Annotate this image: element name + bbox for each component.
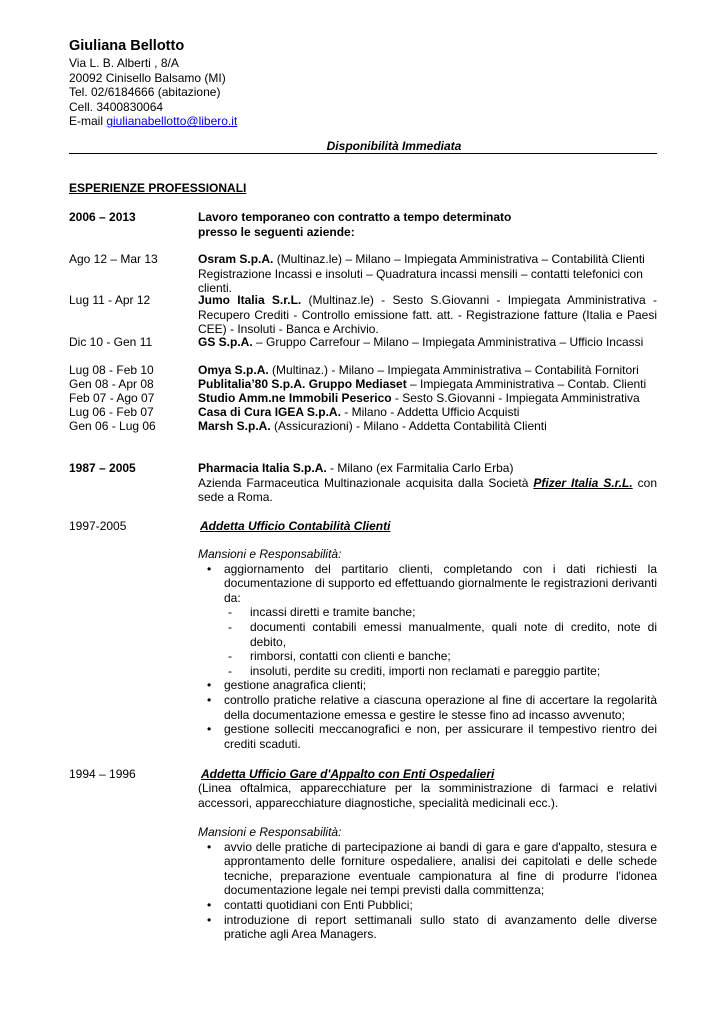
pharmacia-acquired: Azienda Farmaceutica Multinazionale acquisita dalla Società (198, 475, 534, 490)
job-date: Lug 06 - Feb 07 (69, 405, 154, 419)
role-date: 1994 – 1996 (69, 767, 136, 781)
list-item: - documenti contabili emessi manualmente, quali note di credito, note di debito, (224, 620, 657, 649)
duties-list (198, 840, 657, 942)
job-desc (198, 252, 657, 296)
job-company: Jumo Italia S.r.L. (198, 293, 302, 307)
sub-list (224, 605, 657, 678)
job-desc (198, 363, 657, 378)
role-title-wrap (201, 767, 660, 782)
job-details: (Multinaz.) - Milano – Impiegata Amministrativa – Contabilità Fornitori (268, 363, 639, 377)
list-item: • gestione solleciti meccanografici e non, per assicurare il tempestivo rientro dei crediti scaduti. (198, 722, 657, 751)
job-date: Gen 06 - Lug 06 (69, 419, 156, 433)
pharmacia-desc (198, 461, 657, 505)
job-company: Osram S.p.A. (198, 252, 274, 266)
section-title: ESPERIENZE PROFESSIONALI (69, 181, 247, 195)
duties-heading: Mansioni e Responsabilità: (198, 825, 342, 839)
temp-work-line1: Lavoro temporaneo con contratto a tempo determinato (198, 210, 512, 224)
pharmacia-line2 (198, 476, 657, 505)
pharmacia-seat: con sede a Roma. (198, 475, 658, 505)
job-desc (198, 419, 657, 434)
pharmacia-date: 1987 – 2005 (69, 461, 136, 475)
role-title: Addetta Ufficio Contabilità Clienti (200, 519, 391, 533)
job-date: Lug 08 - Feb 10 (69, 363, 154, 377)
list-item: - incassi diretti e tramite banche; (224, 605, 657, 620)
pharmacia-location: - Milano (ex Farmitalia Carlo Erba) (326, 461, 514, 475)
pharmacia-company: Pharmacia Italia S.p.A. (198, 461, 327, 475)
role2-description: (Linea oftalmica, apparecchiature per la somministrazione di farmaci e relativi accessori, apparecchiature diagnostiche, specialità medicinali ecc.). (198, 781, 657, 810)
job-details: - Milano - Addetta Ufficio Acquisti (340, 405, 520, 419)
job-date: Gen 08 - Apr 08 (69, 377, 154, 391)
address: Via L. B. Alberti , 8/A (69, 56, 179, 70)
job-company: Studio Amm.ne Immobili Peserico (198, 391, 392, 405)
availability-text: Disponibilità Immediata (326, 139, 462, 153)
job-desc (198, 335, 657, 350)
duty-text: aggiornamento del partitario clienti, completando con i dati richiesti la documentazione di supporto ed effettuando giornalmente le registrazioni derivanti da: (224, 561, 657, 605)
job-desc (198, 405, 657, 420)
job-date: Dic 10 - Gen 11 (69, 335, 153, 349)
job-company: GS S.p.A. (198, 335, 253, 349)
job-details: - Sesto S.Giovanni - Impiegata Amministrativa (391, 391, 640, 405)
list-item: • introduzione di report settimanali sullo stato di avanzamento delle diverse pratiche agli Area Managers. (198, 913, 657, 942)
list-item: • gestione anagrafica clienti; (198, 678, 657, 693)
job-desc (198, 293, 657, 337)
pharmacia-line1 (198, 461, 657, 476)
role-title-wrap (200, 519, 659, 534)
temp-work-desc (198, 210, 657, 239)
job-details: – Gruppo Carrefour – Milano – Impiegata Amministrativa – Ufficio Incassi (252, 335, 644, 349)
duties-heading: Mansioni e Responsabilità: (198, 547, 342, 561)
list-item: • avvio delle pratiche di partecipazione ai bandi di gara e gare d'appalto, stesura e approntamento delle forniture ospedaliere, analisi dei capitolati e delle schede tecniche, preparazione eventuale campionatura al fine di produrre l'idonea documentazione legale nei tempi previsti dalla committenza; (198, 840, 657, 898)
phone: Tel. 02/6184666 (abitazione) (69, 85, 221, 100)
job-date: Feb 07 - Ago 07 (69, 391, 155, 405)
email-link[interactable]: giulianabellotto@libero.it (106, 114, 238, 129)
job-details: (Assicurazioni) - Milano - Addetta Contabilità Clienti (270, 419, 547, 433)
duties-list (198, 562, 657, 752)
job-details: (Multinaz.le) - Sesto S.Giovanni - Impiegata Amministrativa - Recupero Crediti - Controllo emissione fatt. att. - Registrazione fatture (Italia e Paesi CEE) - Insoluti - Banca e Archivio. (198, 293, 657, 337)
list-item: • controllo pratiche relative a ciascuna operazione al fine di accertare la regolarità della documentazione emessa e gestire le stesse fino ad incasso avvenuto; (198, 693, 657, 722)
header-divider (69, 153, 657, 154)
contact-block (69, 56, 237, 129)
availability (69, 139, 657, 154)
job-details: (Multinaz.le) – Milano – Impiegata Amministrativa – Contabilità Clienti Registrazione Incassi e insoluti – Quadratura incassi mensili – contatti telefonici con clienti. (198, 252, 645, 296)
job-company: Omya S.p.A. (198, 363, 269, 377)
temp-work-date: 2006 – 2013 (69, 210, 136, 224)
list-item: - insoluti, perdite su crediti, importi non reclamati e pareggio partite; (224, 664, 657, 679)
job-date: Lug 11 - Apr 12 (69, 293, 151, 307)
email-label: E-mail (69, 114, 107, 129)
job-desc (198, 391, 657, 406)
role1-duties (198, 547, 657, 751)
job-company: Casa di Cura IGEA S.p.A. (198, 405, 341, 419)
job-company: Publitalia’80 S.p.A. Gruppo Mediaset (198, 377, 407, 391)
role-title: Addetta Ufficio Gare d'Appalto con Enti Ospedalieri (201, 767, 495, 781)
temp-work-line2: presso le seguenti aziende: (198, 224, 355, 239)
city: 20092 Cinisello Balsamo (MI) (69, 70, 226, 85)
email-line (69, 114, 237, 129)
list-item: • contatti quotidiani con Enti Pubblici; (198, 898, 657, 913)
job-desc (198, 377, 657, 392)
candidate-name: Giuliana Bellotto (69, 38, 185, 54)
pfizer-name: Pfizer Italia S.r.L. (533, 475, 633, 490)
cell-phone: Cell. 3400830064 (69, 99, 164, 114)
list-item (198, 562, 657, 679)
role-date: 1997-2005 (69, 519, 127, 533)
list-item: - rimborsi, contatti con clienti e banche; (224, 649, 657, 664)
job-company: Marsh S.p.A. (198, 419, 271, 433)
job-details: – Impiegata Amministrativa – Contab. Clienti (406, 377, 647, 391)
job-date: Ago 12 – Mar 13 (69, 252, 158, 266)
role2-duties (198, 825, 657, 942)
